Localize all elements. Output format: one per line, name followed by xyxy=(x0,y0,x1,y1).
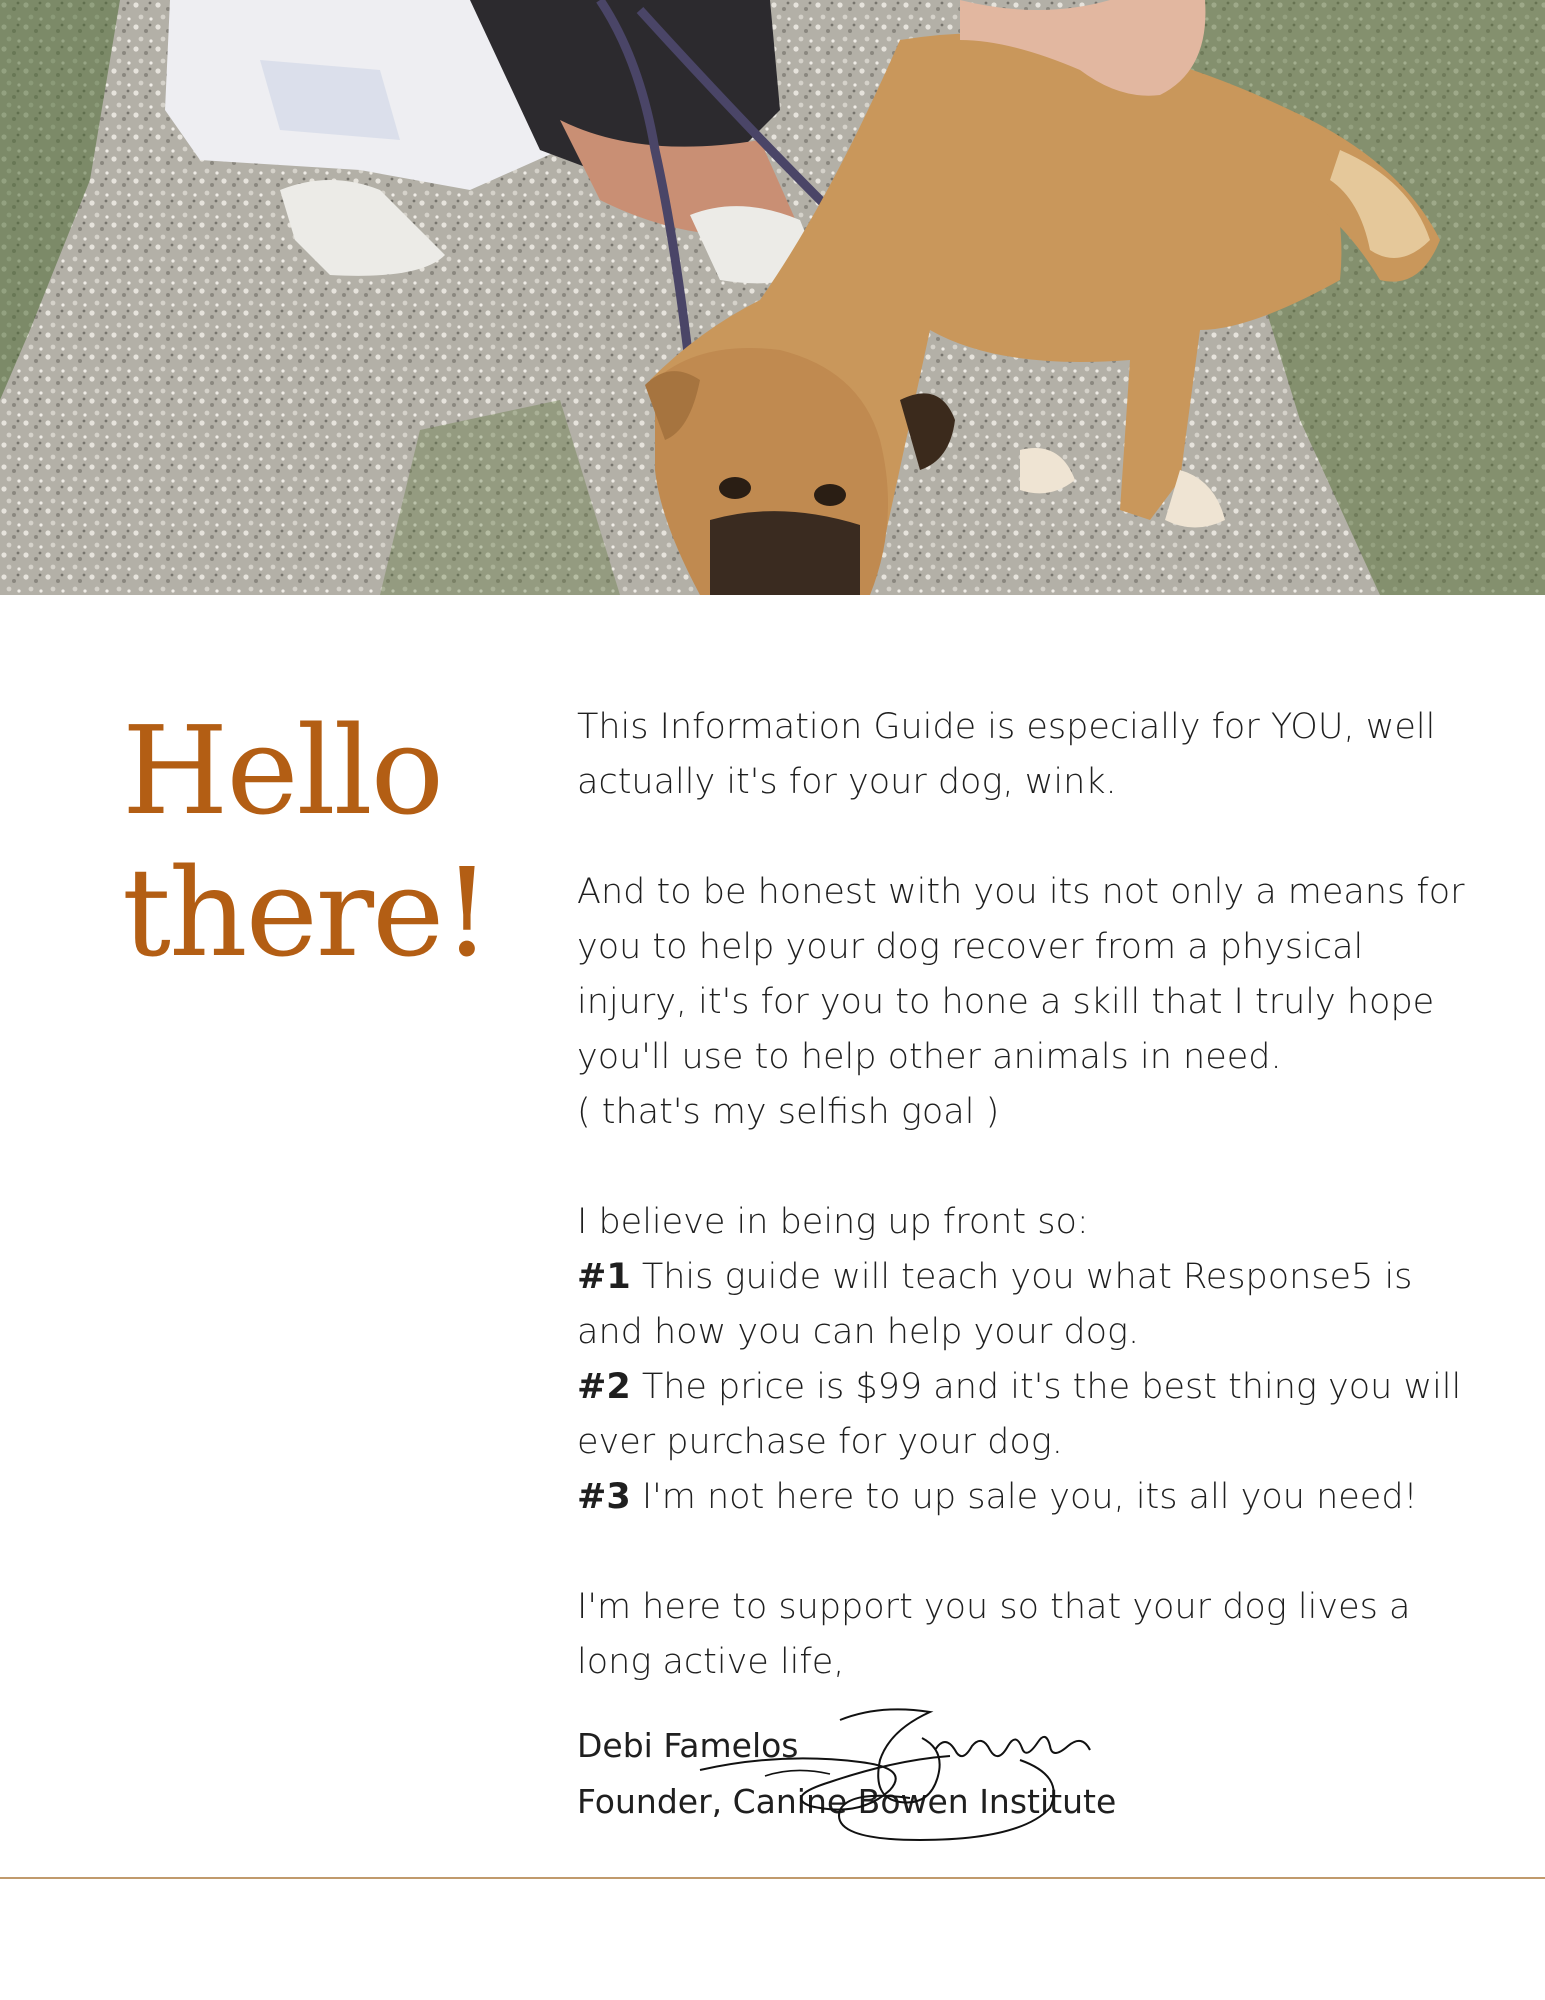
signer-name: Debi Famelos xyxy=(577,1726,799,1765)
greeting-line-2: there! xyxy=(122,842,490,984)
greeting-heading xyxy=(122,700,522,984)
letter-body xyxy=(577,700,1477,1690)
signer-title: Founder, Canine Bowen Institute xyxy=(577,1782,1117,1821)
letter-paragraph-intro: This Information Guide is especially for YOU, well actually it's for your dog, wink. xyxy=(577,707,1436,802)
header-photo-dog xyxy=(0,0,1545,595)
dog-photo-illustration xyxy=(0,0,1545,595)
point-number: #3 xyxy=(577,1477,631,1517)
point-number: #2 xyxy=(577,1367,631,1407)
point-text: The price is $99 and it's the best thing you will ever purchase for your dog. xyxy=(577,1367,1462,1462)
greeting-line-1: Hello xyxy=(122,700,443,842)
point-number: #1 xyxy=(577,1257,631,1297)
handwritten-signature xyxy=(690,1690,1110,1850)
letter-paragraph-purpose: And to be honest with you its not only a means for you to help your dog recover from a physical injury, it's for you to hone a skill that I truly hope you'll use to help other animals in need. xyxy=(577,872,1465,1077)
letter-point-1 xyxy=(577,1250,1477,1360)
letter-paragraph-aside: ( that's my selfish goal ) xyxy=(577,1092,1000,1132)
point-text: This guide will teach you what Response5 is and how you can help your dog. xyxy=(577,1257,1413,1352)
letter-point-3 xyxy=(577,1470,1477,1525)
footer-divider xyxy=(0,1877,1545,1879)
letter-closing: I'm here to support you so that your dog lives a long active life, xyxy=(577,1587,1411,1682)
letter-point-2 xyxy=(577,1360,1477,1470)
point-text: I'm not here to up sale you, its all you need! xyxy=(630,1477,1418,1517)
letter-upfront-intro: I believe in being up front so: xyxy=(577,1202,1089,1242)
